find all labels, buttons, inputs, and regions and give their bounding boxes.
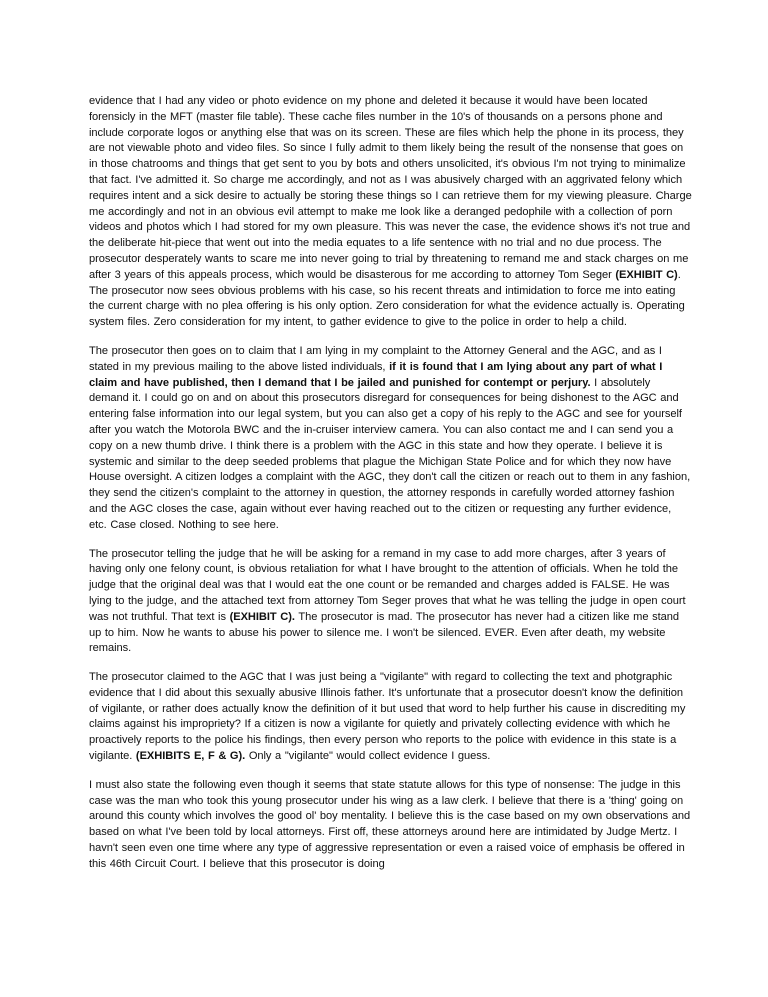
paragraph-2 — [89, 344, 692, 534]
paragraph-3-text-1: The prosecutor telling the judge that he will be asking for a remand in my case to add more charges, after 3 years of having only one felony count, is obvious retaliation for what I have brought to the attention of officials. When he told the judge that the original deal was that I would eat the one count or be remanded and charges added is FALSE. He was lying to the judge, and the attached text from attorney Tom Seger proves that what he was telling the judge in open court was not truthful. That text is — [89, 547, 686, 623]
paragraph-1 — [89, 94, 692, 331]
paragraph-5-text-1: I must also state the following even though it seems that state statute allows for this type of nonsense: The judge in this case was the man who took this young prosecutor under his wing as a law clerk. I believe that there is a 'thing' going on around this county which involves the good ol' boy mentality. I believe this is the case based on my own observations and based on what I've been told by local attorneys. First off, these attorneys around here are intimidated by Judge Mertz. I havn't seen even one time where any type of aggressive representation or even a raised voice of emphasis be offered in this 46th Circuit Court. I believe that this prosecutor is doing — [89, 778, 691, 870]
paragraph-1-text-2: . The prosecutor now sees obvious problems with his case, so his recent threats and intimidation to force me into eating the current charge with no plea offering is his only option. Zero consideration for what the evidence actually is. Operating system files. Zero consideration for my intent, to gather evidence to give to the police in order to help a child. — [89, 268, 685, 329]
exhibit-c-reference: (EXHIBIT C) — [615, 268, 678, 281]
paragraph-4-text-1: The prosecutor claimed to the AGC that I was just being a "vigilante" with regard to collecting the text and photgraphic evidence that I did about this sexually abusive Illinois father. It's unfortunate that a prosecutor doesn't know the definition of vigilante, or rather does actually know the definition of it but used that word to help further his cause in discrediting my claims against his impropriety? If a citizen is now a vigilante for quietly and privately collecting evidence with which he proactively reports to the police his findings, then every person who reports to the police with evidence in this state is a vigilante. — [89, 671, 686, 763]
paragraph-4-text-2: Only a "vigilante" would collect evidence I guess. — [245, 750, 491, 763]
paragraph-2-text-2: I absolutely demand it. I could go on and on about this prosecutors disregard for consequences for being dishonest to the AGC and entering false information into our legal system, but you can also get a copy of his reply to the AGC and see for yourself after you watch the Motorola BWC and the in-cruiser interview camera. You can also contact me and I can send you a copy on a new thumb drive. I think there is a problem with the AGC in this state and how they operate. I believe it is systemic and similar to the deep seeded problems that plague the Michigan State Police and for which they now have House oversight. A citizen lodges a complaint with the AGC, they don't call the citizen or reach out to them in any fashion, they send the citizen's complaint to the attorney in question, the attorney responds in carefully worded attorney fashion and the AGC closes the case, again without ever having reached out to the citizen or requesting any further evidence, etc. Case closed. Nothing to see here. — [89, 376, 691, 531]
paragraph-5 — [89, 778, 692, 873]
paragraph-1-text-1: evidence that I had any video or photo evidence on my phone and deleted it because it would have been located forensicly in the MFT (master file table). These cache files number in the 10's of thousands on a persons phone and include corporate logos or anything else that was on its screen. These are files which help the phone in its process, they are not viewable photo and video files. So since I fully admit to them likely being the result of the nonsense that goes on in those chatrooms and things that get sent to you by bots and others unsolicited, it's obvious I'm not trying to minimalize that fact. I've admitted it. So charge me accordingly, and not as I was abusively charged with an aggrivated felony which requires intent and a sick desire to actually be storing these things so I can retrieve them for my viewing pleasure. Charge me accordingly and not in an obvious evil attempt to make me look like a deranged pedophile with a collection of porn videos and photos which I had stored for my own pleasure. This was never the case, the evidence shows it's not true and the deliberate hit-piece that went out into the media equates to a life sentence with no trial and no due process. The prosecutor desperately wants to scare me into never going to trial by threatening to remand me and stack charges on me after 3 years of this appeals process, which would be disasterous for me according to attorney Tom Seger — [89, 95, 692, 281]
paragraph-3 — [89, 547, 692, 658]
paragraph-2-text-1: The prosecutor then goes on to claim that I am lying in my complaint to the Attorney General and the AGC, and as I stated in my previous mailing to the above listed individuals, — [89, 344, 662, 373]
paragraph-4 — [89, 670, 692, 765]
paragraph-3-text-2: The prosecutor is mad. The prosecutor has never had a citizen like me stand up to him. Now he wants to abuse his power to silence me. I won't be silenced. EVER. Even after death, my website remains. — [89, 610, 679, 655]
exhibit-c-reference-2: (EXHIBIT C). — [229, 610, 295, 623]
perjury-demand-statement: if it is found that I am lying about any part of what I claim and have published, then I demand that I be jailed and punished for contempt or perjury. — [89, 360, 663, 389]
exhibits-efg-reference: (EXHIBITS E, F & G). — [135, 750, 246, 763]
